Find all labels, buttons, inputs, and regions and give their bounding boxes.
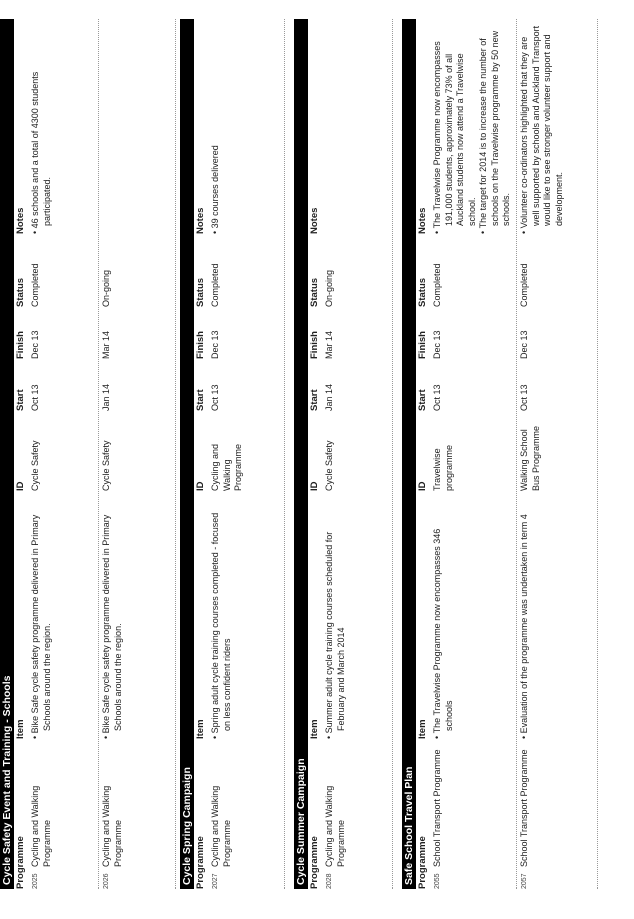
row-start: Oct 13 [519, 384, 529, 411]
row-notes: • The Travelwise Programme now encompasses 191,000 students, approximately 73% of all Auckland students now attend a Travelwise school. • The target for 2014 is to increase the number of schools on the Travelwise programme by 50 new schools. [432, 24, 513, 234]
row-status: Completed [432, 263, 442, 307]
col-start: Start [195, 389, 206, 411]
col-item: Item [15, 719, 26, 739]
col-status: Status [195, 277, 206, 307]
col-notes: Notes [417, 207, 428, 234]
col-finish: Finish [15, 331, 26, 359]
row-notes: • 46 schools and a total of 4300 students participated. [30, 24, 53, 234]
table-header [416, 19, 430, 889]
col-status: Status [15, 277, 26, 307]
row-number: 2026 [103, 873, 110, 889]
row-number: 2028 [326, 873, 333, 889]
section-title: Safe School Travel Plan [402, 19, 416, 889]
col-id: ID [195, 481, 206, 491]
row-status: Completed [210, 263, 220, 307]
row-finish: Dec 13 [432, 330, 442, 359]
row-id: Walking School Bus Programme [519, 425, 541, 491]
row-number: 2057 [521, 873, 528, 889]
row-finish: Dec 13 [30, 330, 40, 359]
table-header [194, 19, 208, 889]
row-start: Jan 14 [101, 383, 111, 411]
col-finish: Finish [195, 331, 206, 359]
col-id: ID [417, 481, 428, 491]
row-item: • Bike Safe cycle safety programme delivered in Primary Schools around the region. [30, 504, 53, 739]
row-item: • Bike Safe cycle safety programme delivered in Primary Schools around the region. [101, 504, 124, 739]
table-row [99, 19, 176, 889]
row-status: Completed [519, 263, 529, 307]
col-finish: Finish [417, 331, 428, 359]
row-programme: Cycling and Walking Programme [101, 785, 123, 867]
row-finish: Dec 13 [210, 330, 220, 359]
table-row [322, 19, 393, 889]
col-status: Status [309, 277, 320, 307]
col-notes: Notes [195, 207, 206, 234]
section-title: Cycle Summer Campaign [294, 19, 308, 889]
row-id: Cycling and Walking Programme [210, 443, 243, 491]
row-item: • Summer adult cycle training courses scheduled for February and March 2014 [324, 504, 347, 739]
col-programme: Programme [309, 836, 320, 889]
row-number: 2027 [212, 873, 219, 889]
col-finish: Finish [309, 331, 320, 359]
section-title: Cycle Spring Campaign [180, 19, 194, 889]
section-safe-school-travel-plan [402, 19, 598, 889]
section-cycle-summer-campaign [294, 19, 393, 889]
table-row [517, 19, 598, 889]
col-start: Start [15, 389, 26, 411]
section-cycle-spring-campaign [180, 19, 285, 889]
section-cycle-safety-schools [0, 19, 176, 889]
row-programme: Cycling and Walking Programme [210, 785, 232, 867]
col-item: Item [195, 719, 206, 739]
col-id: ID [15, 481, 26, 491]
table-header [14, 19, 28, 889]
row-id: Cycle Safety [101, 440, 111, 491]
row-item: • The Travelwise Programme now encompasses 346 schools [432, 504, 455, 739]
row-programme: Cycling and Walking Programme [324, 785, 346, 867]
col-item: Item [417, 719, 428, 739]
row-item: • Spring adult cycle training courses completed - focused on less confident riders [210, 504, 233, 739]
table-row [430, 19, 517, 889]
row-finish: Mar 14 [324, 330, 334, 359]
row-number: 2025 [32, 873, 39, 889]
row-start: Jan 14 [324, 383, 334, 411]
section-title: Cycle Safety Event and Training - Schools [0, 19, 14, 889]
col-id: ID [309, 481, 320, 491]
col-notes: Notes [15, 207, 26, 234]
row-programme: Cycling and Walking Programme [30, 785, 52, 867]
col-start: Start [417, 389, 428, 411]
row-notes: • 39 courses delivered [210, 24, 222, 234]
row-number: 2055 [434, 873, 441, 889]
col-programme: Programme [15, 836, 26, 889]
col-programme: Programme [417, 836, 428, 889]
row-notes: • Volunteer co-ordinators highlighted that they are well supported by schools and Auckland Transport would like to see stronger volunteer support and development. [519, 24, 565, 234]
row-programme: School Transport Programme [519, 749, 529, 867]
col-programme: Programme [195, 836, 206, 889]
col-start: Start [309, 389, 320, 411]
row-status: On-going [324, 269, 334, 307]
row-start: Oct 13 [432, 384, 442, 411]
col-item: Item [309, 719, 320, 739]
table-row [28, 19, 99, 889]
row-finish: Dec 13 [519, 330, 529, 359]
row-item: • Evaluation of the programme was undertaken in term 4 [519, 504, 531, 739]
row-start: Oct 13 [30, 384, 40, 411]
table-header [308, 19, 322, 889]
row-finish: Mar 14 [101, 330, 111, 359]
row-id: Cycle Safety [30, 440, 40, 491]
row-id: Cycle Safety [324, 440, 334, 491]
row-status: On-going [101, 269, 111, 307]
row-id: Travelwise programme [432, 444, 454, 491]
col-notes: Notes [309, 207, 320, 234]
col-status: Status [417, 277, 428, 307]
row-status: Completed [30, 263, 40, 307]
row-programme: School Transport Programme [432, 749, 442, 867]
table-row [208, 19, 285, 889]
row-start: Oct 13 [210, 384, 220, 411]
